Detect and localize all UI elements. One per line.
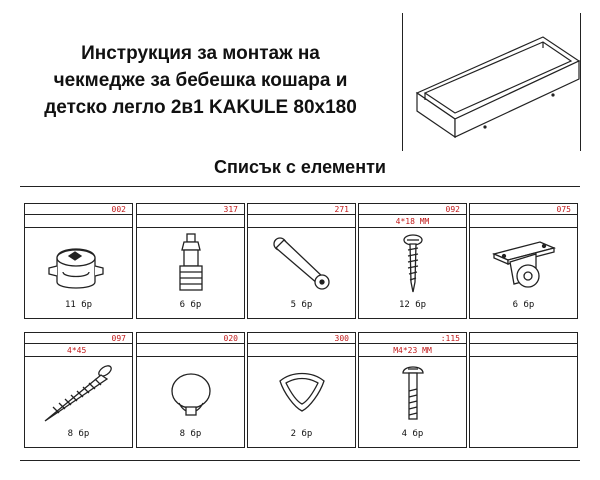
part-quantity: 11 бр bbox=[64, 300, 93, 310]
title-line-3: детско легло 2в1 KAKULE 80x180 bbox=[44, 97, 357, 118]
part-card-317 bbox=[136, 203, 245, 319]
caster-wheel-icon bbox=[484, 232, 564, 296]
long-screw-icon bbox=[39, 361, 119, 425]
cam-lock-icon bbox=[39, 232, 119, 296]
part-code: 097 bbox=[111, 334, 126, 343]
part-code: 020 bbox=[223, 334, 238, 343]
part-quantity: 5 бр bbox=[290, 300, 313, 310]
heading-rule bbox=[20, 186, 580, 187]
part-card-002 bbox=[24, 203, 133, 319]
part-quantity: 8 бр bbox=[67, 429, 90, 439]
parts-list-heading: Списък с елементи bbox=[214, 157, 386, 177]
part-quantity: 6 бр bbox=[179, 300, 202, 310]
part-card-020 bbox=[136, 332, 245, 448]
part-code: 075 bbox=[556, 205, 571, 214]
part-card-092 bbox=[358, 203, 467, 319]
part-card-300 bbox=[247, 332, 356, 448]
connecting-pin-icon bbox=[262, 232, 342, 296]
drawer-icon bbox=[403, 13, 582, 151]
bottom-rule bbox=[20, 460, 580, 461]
part-spec: M4*23 MM bbox=[393, 346, 432, 355]
part-card-075 bbox=[469, 203, 578, 319]
part-quantity: 6 бр bbox=[512, 300, 535, 310]
part-card-empty bbox=[469, 332, 578, 448]
part-quantity: 4 бр bbox=[401, 429, 424, 439]
part-card-097 bbox=[24, 332, 133, 448]
title-line-1: Инструкция за монтаж на bbox=[81, 43, 320, 64]
part-quantity: 12 бр bbox=[398, 300, 427, 310]
part-quantity: 2 бр bbox=[290, 429, 313, 439]
part-card-115 bbox=[358, 332, 467, 448]
part-code: 317 bbox=[223, 205, 238, 214]
drawer-illustration bbox=[402, 13, 581, 151]
part-card-271 bbox=[247, 203, 356, 319]
part-code: :115 bbox=[440, 334, 460, 343]
triangle-handle-icon bbox=[262, 361, 342, 425]
part-quantity: 8 бр bbox=[179, 429, 202, 439]
part-spec: 4*18 MM bbox=[395, 217, 430, 226]
part-code: 092 bbox=[445, 205, 460, 214]
instruction-title bbox=[18, 40, 383, 121]
part-code: 002 bbox=[111, 205, 126, 214]
short-screw-icon bbox=[373, 232, 453, 296]
part-spec: 4*45 bbox=[67, 346, 87, 355]
part-code: 271 bbox=[334, 205, 349, 214]
round-knob-icon bbox=[151, 361, 231, 425]
part-code: 300 bbox=[334, 334, 349, 343]
dowel-bolt-icon bbox=[151, 232, 231, 296]
bolt-icon bbox=[373, 361, 453, 425]
title-line-2: чекмедже за бебешка кошара и bbox=[53, 70, 348, 91]
